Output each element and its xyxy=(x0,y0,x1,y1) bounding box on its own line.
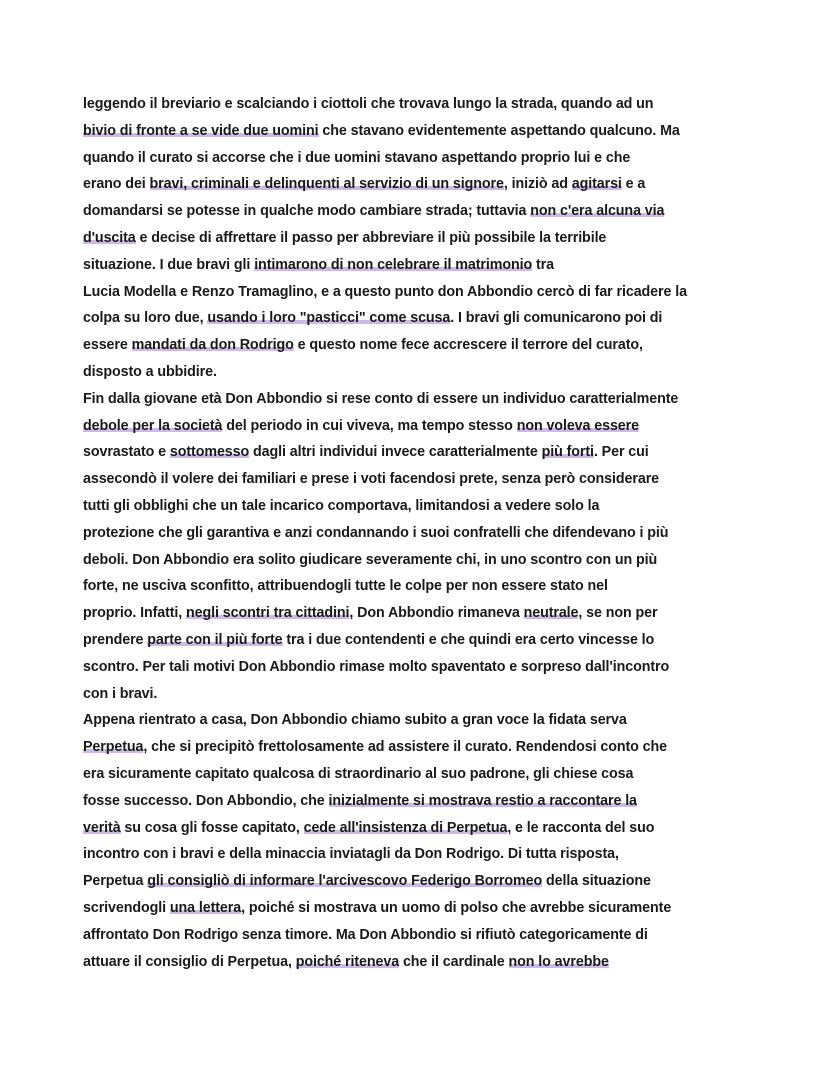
text-segment: scrivendogli xyxy=(83,899,170,916)
highlighted-text: bravi, criminali e delinquenti al servizio di un signore xyxy=(149,176,504,193)
text-segment: essere xyxy=(83,337,132,354)
text-segment: Appena rientrato a casa, Don Abbondio chiamo subito a gran voce la fidata serva xyxy=(83,712,627,729)
text-segment: fosse successo. Don Abbondio, che xyxy=(83,792,329,809)
text-line xyxy=(83,949,783,976)
text-segment: protezione che gli garantiva e anzi condannando i suoi confratelli che difendevano i più xyxy=(83,524,669,541)
highlighted-text: non voleva essere xyxy=(516,417,639,434)
text-segment: era sicuramente capitato qualcosa di straordinario al suo padrone, gli chiese cosa xyxy=(83,765,634,782)
text-line xyxy=(83,413,783,440)
highlighted-text: agitarsi xyxy=(571,176,622,193)
highlighted-text: verità xyxy=(83,819,121,836)
text-line xyxy=(83,279,783,306)
text-line xyxy=(83,520,783,547)
text-line xyxy=(83,922,783,949)
highlighted-text: neutrale xyxy=(523,605,579,622)
text-line xyxy=(83,171,783,198)
text-segment: erano dei xyxy=(83,176,150,193)
text-segment: e decise di affrettare il passo per abbreviare il più possibile la terribile xyxy=(135,229,607,246)
highlighted-text: inizialmente si mostrava restio a raccontare la xyxy=(328,792,637,809)
text-line xyxy=(83,788,783,815)
text-segment: e questo nome fece accrescere il terrore del curato, xyxy=(293,337,643,354)
text-segment: Lucia Modella e Renzo Tramaglino, e a questo punto don Abbondio cercò di far ricadere la xyxy=(83,283,687,300)
text-line xyxy=(83,225,783,252)
text-segment: tra xyxy=(532,256,554,273)
text-line xyxy=(83,681,783,708)
text-line xyxy=(83,305,783,332)
text-segment: scontro. Per tali motivi Don Abbondio rimase molto spaventato e sorpreso dall'incontro xyxy=(83,658,670,675)
text-segment: assecondò il volere dei familiari e prese i voti facendosi prete, senza però considerare xyxy=(83,471,660,488)
text-line xyxy=(83,198,783,225)
text-segment: quando il curato si accorse che i due uomini stavano aspettando proprio lui e che xyxy=(83,149,631,166)
text-line xyxy=(83,91,783,118)
text-segment: tra i due contendenti e che quindi era certo vincesse lo xyxy=(282,631,655,648)
text-line xyxy=(83,734,783,761)
text-line xyxy=(83,573,783,600)
document-page xyxy=(83,91,783,975)
text-segment: , e le racconta del suo xyxy=(507,819,655,836)
highlighted-text: sottomesso xyxy=(169,444,250,461)
highlighted-text: non lo avrebbe xyxy=(508,953,609,970)
text-segment: su cosa gli fosse capitato, xyxy=(120,819,304,836)
text-line xyxy=(83,815,783,842)
text-line xyxy=(83,841,783,868)
text-segment: che stavano evidentemente aspettando qualcuno. Ma xyxy=(318,122,680,139)
text-segment: , poiché si mostrava un uomo di polso che avrebbe sicuramente xyxy=(241,899,672,916)
text-line xyxy=(83,252,783,279)
text-line xyxy=(83,386,783,413)
text-segment: . I bravi gli comunicarono poi di xyxy=(450,310,663,327)
text-line xyxy=(83,761,783,788)
text-segment: domandarsi se potesse in qualche modo cambiare strada; tuttavia xyxy=(83,203,531,220)
highlighted-text: usando i loro "pasticci" come scusa xyxy=(207,310,451,327)
text-segment: e a xyxy=(621,176,646,193)
text-segment: affrontato Don Rodrigo senza timore. Ma Don Abbondio si rifiutò categoricamente di xyxy=(83,926,648,943)
highlighted-text: più forti xyxy=(541,444,594,461)
text-line xyxy=(83,600,783,627)
text-segment: con i bravi. xyxy=(83,685,158,702)
highlighted-text: parte con il più forte xyxy=(147,631,283,648)
text-line xyxy=(83,547,783,574)
text-segment: della situazione xyxy=(542,873,651,890)
text-line xyxy=(83,895,783,922)
text-segment: leggendo il breviario e scalciando i ciottoli che trovava lungo la strada, quando ad un xyxy=(83,96,654,112)
highlighted-text: Perpetua xyxy=(83,739,144,756)
text-segment: , che si precipitò frettolosamente ad assistere il curato. Rendendosi conto che xyxy=(143,739,667,756)
text-segment: , iniziò ad xyxy=(503,176,572,193)
text-segment: proprio. Infatti, xyxy=(83,605,187,622)
highlighted-text: negli scontri tra cittadini xyxy=(186,605,350,622)
highlighted-text: intimarono di non celebrare il matrimonio xyxy=(254,256,533,273)
text-segment: tutti gli obblighi che un tale incarico comportava, limitandosi a vedere solo la xyxy=(83,497,600,514)
text-line xyxy=(83,118,783,145)
text-line xyxy=(83,707,783,734)
text-segment: incontro con i bravi e della minaccia inviatagli da Don Rodrigo. Di tutta risposta, xyxy=(83,846,619,863)
text-segment: colpa su loro due, xyxy=(83,310,208,327)
text-segment: situazione. I due bravi gli xyxy=(83,256,255,273)
text-segment: dagli altri individui invece caratterialmente xyxy=(249,444,542,461)
text-line xyxy=(83,439,783,466)
text-segment: . Per cui xyxy=(593,444,649,461)
text-segment: Fin dalla giovane età Don Abbondio si rese conto di essere un individuo caratterialmente xyxy=(83,390,679,407)
text-line xyxy=(83,627,783,654)
highlighted-text: una lettera xyxy=(169,899,242,916)
text-segment: del periodo in cui viveva, ma tempo stesso xyxy=(222,417,517,434)
highlighted-text: gli consigliò di informare l'arcivescovo Federigo Borromeo xyxy=(147,873,543,890)
text-segment: forte, ne usciva sconfitto, attribuendogli tutte le colpe per non essere stato nel xyxy=(83,578,608,595)
text-line xyxy=(83,332,783,359)
text-line xyxy=(83,493,783,520)
text-segment: Perpetua xyxy=(83,873,148,890)
highlighted-text: bivio di fronte a se vide due uomini xyxy=(83,122,319,139)
highlighted-text: d'uscita xyxy=(83,229,136,246)
highlighted-text: debole per la società xyxy=(83,417,223,434)
text-segment: , se non per xyxy=(578,605,658,622)
highlighted-text: mandati da don Rodrigo xyxy=(131,337,294,354)
text-line xyxy=(83,145,783,172)
highlighted-text: cede all'insistenza di Perpetua xyxy=(303,819,508,836)
text-segment: , Don Abbondio rimaneva xyxy=(349,605,524,622)
text-segment: prendere xyxy=(83,631,148,648)
text-segment: deboli. Don Abbondio era solito giudicare severamente chi, in uno scontro con un più xyxy=(83,551,658,568)
highlighted-text: non c'era alcuna via xyxy=(530,203,665,220)
highlighted-text: poiché riteneva xyxy=(295,953,400,970)
text-segment: attuare il consiglio di Perpetua, xyxy=(83,953,296,970)
text-segment: che il cardinale xyxy=(399,953,509,970)
text-segment: sovrastato e xyxy=(83,444,170,461)
text-line xyxy=(83,466,783,493)
text-segment: disposto a ubbidire. xyxy=(83,363,217,380)
text-line xyxy=(83,654,783,681)
text-line xyxy=(83,359,783,386)
text-line xyxy=(83,868,783,895)
